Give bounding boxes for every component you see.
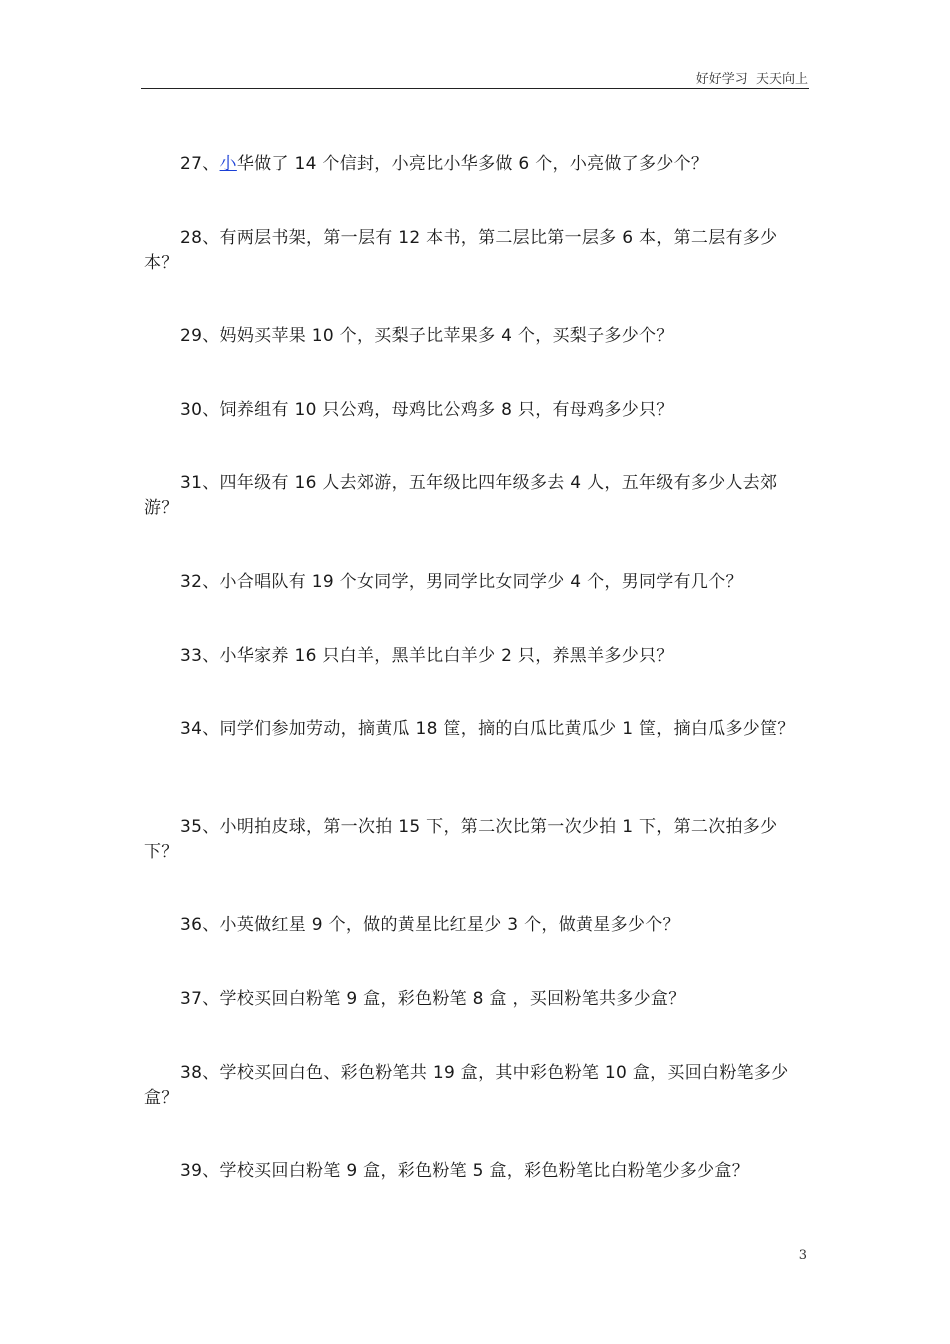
- problem-separator: 、: [202, 915, 220, 935]
- problem-number: 39: [180, 1161, 203, 1181]
- problem-item: [144, 324, 808, 349]
- problem-item: [144, 152, 808, 177]
- problem-separator: 、: [202, 989, 220, 1009]
- problem-number: 32: [180, 572, 203, 592]
- problem-item: [144, 471, 808, 521]
- problem-number: 29: [180, 326, 203, 346]
- problem-separator: 、: [202, 1063, 220, 1083]
- problem-item: [144, 398, 808, 423]
- problem-text: 小英做红星 9 个，做的黄星比红星少 3 个，做黄星多少个？: [219, 915, 680, 935]
- problem-separator: 、: [202, 572, 220, 592]
- problem-separator: 、: [202, 473, 220, 493]
- problem-text: 小合唱队有 19 个女同学，男同学比女同学少 4 个，男同学有几个？: [219, 572, 743, 592]
- problem-text: 四年级有 16 人去郊游，五年级比四年级多去 4 人，五年级有多少人去郊游？: [144, 473, 778, 518]
- problem-item: [144, 570, 808, 595]
- problem-separator: 、: [202, 228, 220, 248]
- problem-text: 饲养组有 10 只公鸡，母鸡比公鸡多 8 只，有母鸡多少只？: [219, 400, 674, 420]
- problem-number: 33: [180, 646, 203, 666]
- page-number: 3: [798, 1248, 807, 1263]
- problem-text: 妈妈买苹果 10 个，买梨子比苹果多 4 个，买梨子多少个？: [219, 326, 674, 346]
- problem-separator: 、: [202, 719, 220, 739]
- problem-number: 37: [180, 989, 203, 1009]
- hyperlink-text[interactable]: 小: [219, 154, 237, 174]
- problem-separator: 、: [202, 400, 220, 420]
- problem-item: [144, 644, 808, 669]
- problem-text: 华做了 14 个信封，小亮比小华多做 6 个，小亮做了多少个？: [236, 154, 709, 174]
- problem-number: 34: [180, 719, 203, 739]
- problem-number: 27: [180, 154, 203, 174]
- problem-item: [144, 913, 808, 938]
- problem-text: 小华家养 16 只白羊，黑羊比白羊少 2 只，养黑羊多少只？: [219, 646, 674, 666]
- problem-item: [144, 717, 808, 742]
- header-motto: 好好学习 天天向上: [695, 72, 808, 87]
- header-divider: [141, 88, 809, 89]
- problem-separator: 、: [202, 326, 220, 346]
- problem-item: [144, 987, 808, 1012]
- problem-text: 学校买回白粉笔 9 盒，彩色粉笔 5 盒，彩色粉笔比白粉笔少多少盒？: [219, 1161, 749, 1181]
- problem-number: 31: [180, 473, 203, 493]
- problem-text: 学校买回白色、彩色粉笔共 19 盒，其中彩色粉笔 10 盒，买回白粉笔多少盒？: [144, 1063, 789, 1108]
- problem-number: 38: [180, 1063, 203, 1083]
- problem-separator: 、: [202, 646, 220, 666]
- problem-item: [144, 815, 808, 865]
- problem-item: [144, 1159, 808, 1184]
- problem-text: 同学们参加劳动，摘黄瓜 18 筐，摘的白瓜比黄瓜少 1 筐，摘白瓜多少筐？: [219, 719, 795, 739]
- problem-number: 30: [180, 400, 203, 420]
- problem-text: 小明拍皮球，第一次拍 15 下，第二次比第一次少拍 1 下，第二次拍多少下？: [144, 817, 778, 862]
- problem-separator: 、: [202, 817, 220, 837]
- problem-text: 学校买回白粉笔 9 盒，彩色粉笔 8 盒 ，买回粉笔共多少盒？: [219, 989, 686, 1009]
- problem-separator: 、: [202, 154, 220, 174]
- problem-number: 35: [180, 817, 203, 837]
- problem-item: [144, 1061, 808, 1111]
- problem-separator: 、: [202, 1161, 220, 1181]
- problem-number: 36: [180, 915, 203, 935]
- problem-item: [144, 226, 808, 276]
- problem-text: 有两层书架，第一层有 12 本书，第二层比第一层多 6 本，第二层有多少本？: [144, 228, 778, 273]
- problem-number: 28: [180, 228, 203, 248]
